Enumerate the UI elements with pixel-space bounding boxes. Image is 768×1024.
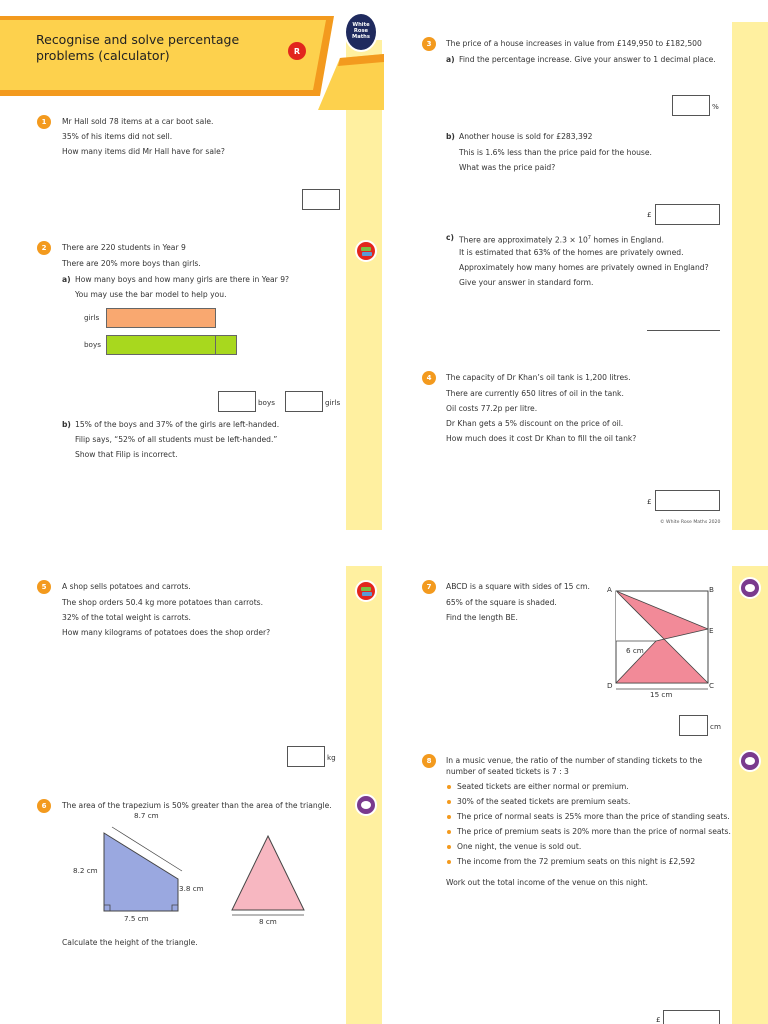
trapezium-diagram [100, 825, 190, 915]
thinking-icon [355, 794, 377, 816]
q1-line-3: How many items did Mr Hall have for sale? [62, 147, 225, 156]
q7-unit: cm [710, 722, 721, 731]
q3b-label: b) [446, 132, 455, 141]
vertex-e: E [709, 626, 714, 635]
square-base-label: 15 cm [650, 690, 673, 699]
triangle-base-label: 8 cm [259, 917, 277, 926]
vertex-c: C [709, 681, 715, 690]
bar-boys [106, 335, 237, 355]
header-banner [0, 14, 384, 114]
page-title-line2: problems (calculator) [36, 48, 170, 63]
q3b-line-3: What was the price paid? [459, 163, 556, 172]
trapezium-right-label: 3.8 cm [179, 884, 204, 893]
q3a-label: a) [446, 55, 455, 64]
q3b-answer-box[interactable] [655, 204, 720, 225]
q8-bullet-6: The income from the 72 premium seats on this night is £2,592 [457, 857, 696, 866]
q2-line-2: There are 20% more boys than girls. [62, 259, 201, 268]
q8-line-2: number of seated tickets is 7 : 3 [446, 767, 569, 776]
q8-line-1: In a music venue, the ratio of the number of standing tickets to the [446, 756, 703, 765]
q1-line-2: 35% of his items did not sell. [62, 132, 173, 141]
q3c-answer-line[interactable] [647, 330, 720, 331]
page-title-line1: Recognise and solve percentage [36, 32, 240, 47]
bullet [447, 785, 451, 789]
bullet [447, 860, 451, 864]
question-number-1: 1 [37, 115, 51, 129]
thinking-icon [739, 750, 761, 772]
q7-line-2: 65% of the square is shaded. [446, 598, 557, 607]
q4-unit: £ [647, 497, 652, 506]
square-diagram [610, 585, 710, 695]
question-number-4: 4 [422, 371, 436, 385]
q2b-line-2: Filip says, “52% of all students must be left-handed.” [75, 435, 278, 444]
q8-unit: £ [656, 1015, 661, 1024]
q7-line-1: ABCD is a square with sides of 15 cm. [446, 582, 590, 591]
q2a-boys-unit: boys [258, 398, 275, 407]
bullet [447, 800, 451, 804]
q3b-unit: £ [647, 210, 652, 219]
q2a-line-1: How many boys and how many girls are there in Year 9? [75, 275, 290, 284]
q5-line-3: 32% of the total weight is carrots. [62, 613, 191, 622]
trapezium-top-label: 8.7 cm [134, 811, 159, 820]
vertex-b: B [709, 585, 714, 594]
bar-boys-divider [215, 335, 216, 355]
inner-length-label: 6 cm [626, 646, 644, 655]
q1-answer-box[interactable] [302, 189, 340, 210]
q4-line-2: There are currently 650 litres of oil in the tank. [446, 389, 624, 398]
q3b-line-2: This is 1.6% less than the price paid for the house. [459, 148, 652, 157]
copyright: © White Rose Maths 2020 [660, 520, 721, 525]
q2b-line-3: Show that Filip is incorrect. [75, 450, 178, 459]
q3c-line-2: It is estimated that 63% of the homes are privately owned. [459, 248, 684, 257]
triangle-diagram [228, 830, 308, 920]
q4-line-3: Oil costs 77.2p per litre. [446, 404, 538, 413]
q4-answer-box[interactable] [655, 490, 720, 511]
q3b-line-1: Another house is sold for £283,392 [459, 132, 593, 141]
q4-line-1: The capacity of Dr Khan’s oil tank is 1,200 litres. [446, 373, 631, 382]
q8-bullet-5: One night, the venue is sold out. [457, 842, 582, 851]
side-strip-top-right [732, 22, 768, 530]
q3a-unit: % [712, 102, 719, 111]
question-number-7: 7 [422, 580, 436, 594]
question-number-5: 5 [37, 580, 51, 594]
q2a-boys-answer-box[interactable] [218, 391, 256, 412]
q3c-line-3: Approximately how many homes are privately owned in England? [459, 263, 709, 272]
q5-line-4: How many kilograms of potatoes does the shop order? [62, 628, 271, 637]
discussion-icon [355, 580, 377, 602]
trapezium-bottom-label: 7.5 cm [124, 914, 149, 923]
q8-answer-box[interactable] [663, 1010, 720, 1024]
q8-final: Work out the total income of the venue on this night. [446, 878, 648, 887]
q3a-answer-box[interactable] [672, 95, 710, 116]
reasoning-badge: R [288, 42, 306, 60]
q3a-line: Find the percentage increase. Give your answer to 1 decimal place. [459, 55, 716, 64]
q2a-line-2: You may use the bar model to help you. [75, 290, 227, 299]
q8-bullet-2: 30% of the seated tickets are premium seats. [457, 797, 631, 806]
q5-line-2: The shop orders 50.4 kg more potatoes than carrots. [62, 598, 264, 607]
bullet [447, 830, 451, 834]
side-strip-bottom-right [732, 566, 768, 1024]
q8-bullet-3: The price of normal seats is 25% more than the price of standing seats. [457, 812, 730, 821]
q2b-line-1: 15% of the boys and 37% of the girls are left-handed. [75, 420, 280, 429]
question-number-3: 3 [422, 37, 436, 51]
q5-answer-box[interactable] [287, 746, 325, 767]
bar-label-girls: girls [84, 313, 100, 322]
q7-line-3: Find the length BE. [446, 613, 518, 622]
question-number-2: 2 [37, 241, 51, 255]
q5-unit: kg [327, 753, 336, 762]
q6-line: The area of the trapezium is 50% greater than the area of the triangle. [62, 801, 332, 810]
q3c-label: c) [446, 233, 454, 242]
q8-bullet-4: The price of premium seats is 20% more than the price of normal seats. [457, 827, 731, 836]
q4-line-5: How much does it cost Dr Khan to fill the oil tank? [446, 434, 637, 443]
bar-label-boys: boys [84, 340, 101, 349]
q8-bullet-1: Seated tickets are either normal or premium. [457, 782, 629, 791]
bar-girls [106, 308, 216, 328]
q1-line-1: Mr Hall sold 78 items at a car boot sale. [62, 117, 214, 126]
q3c-line-1: There are approximately $2.3 \times 10^7$ homes in England. [459, 235, 664, 245]
q2a-label: a) [62, 275, 71, 284]
vertex-d: D [607, 681, 613, 690]
trapezium-left-label: 8.2 cm [73, 866, 98, 875]
question-number-8: 8 [422, 754, 436, 768]
white-rose-logo: White Rose Maths [344, 12, 378, 52]
discussion-icon [355, 240, 377, 262]
q3c-line-4: Give your answer in standard form. [459, 278, 594, 287]
q4-line-4: Dr Khan gets a 5% discount on the price of oil. [446, 419, 624, 428]
bullet [447, 815, 451, 819]
q6-question: Calculate the height of the triangle. [62, 938, 198, 947]
q2a-girls-answer-box[interactable] [285, 391, 323, 412]
vertex-a: A [607, 585, 612, 594]
question-number-6: 6 [37, 799, 51, 813]
bullet [447, 845, 451, 849]
q2-line-1: There are 220 students in Year 9 [62, 243, 186, 252]
q5-line-1: A shop sells potatoes and carrots. [62, 582, 191, 591]
q2a-girls-unit: girls [325, 398, 341, 407]
q2b-label: b) [62, 420, 71, 429]
thinking-icon [739, 577, 761, 599]
q3-line: The price of a house increases in value from £149,950 to £182,500 [446, 39, 702, 48]
q7-answer-box[interactable] [679, 715, 708, 736]
